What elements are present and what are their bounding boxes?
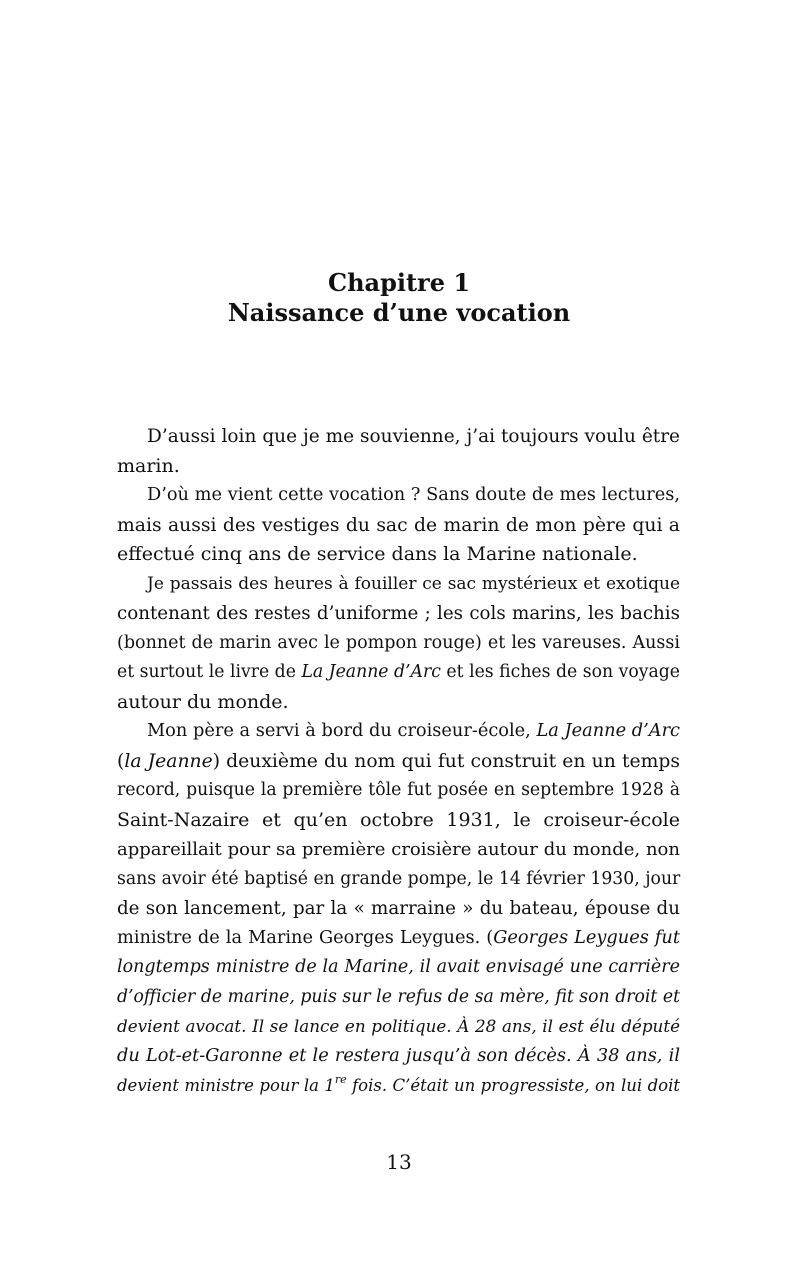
ship-name-italic: La Jeanne d’Arc — [301, 662, 441, 682]
text-run: Mon père a servi à bord du croiseur-école, — [147, 721, 537, 741]
paragraph-3-line-1: Je passais des heures à fouiller ce sac mystérieux et exotique — [147, 573, 680, 594]
paragraph-4-line-12: du Lot-et-Garonne et le restera jusqu’à son décès. À 38 ans, il — [117, 1045, 680, 1066]
paragraph-2-line-3: effectué cinq ans de service dans la Marine nationale. — [117, 543, 638, 565]
paragraph-4-line-5: appareillait pour sa première croisière autour du monde, non — [117, 839, 680, 860]
paragraph-4-line-6: sans avoir été baptisé en grande pompe, le 14 février 1930, jour — [117, 868, 681, 889]
text-run: ) deuxième du nom qui fut construit en un temps — [212, 750, 680, 772]
text-run: ministre de la Marine Georges Leygues. ( — [117, 927, 494, 948]
paragraph-3-line-5: autour du monde. — [117, 690, 289, 713]
paragraph-3-line-4 — [117, 658, 680, 688]
paragraph-4-line-3: record, puisque la première tôle fut posée en septembre 1928 à — [117, 780, 680, 800]
paragraph-4-line-7: de son lancement, par la « marraine » du bateau, épouse du — [117, 898, 680, 919]
chapter-number: Chapitre 1 — [327, 268, 471, 297]
paragraph-4-line-2 — [117, 747, 680, 777]
paragraph-1-line-2: marin. — [117, 454, 180, 477]
text-run: devient ministre pour la 1 — [117, 1076, 335, 1095]
text-run: et surtout le livre de — [117, 662, 302, 682]
chapter-title: Naissance d’une vocation — [227, 298, 571, 327]
paragraph-4-line-9: longtemps ministre de la Marine, il avait envisagé une carrière — [117, 957, 680, 977]
paragraph-4-line-13 — [117, 1071, 680, 1101]
paragraph-3-line-3: (bonnet de marin avec le pompon rouge) et les vareuses. Aussi — [117, 632, 680, 653]
paragraph-3-line-2: contenant des restes d’uniforme ; les cols marins, les bachis — [117, 603, 680, 624]
ship-name-italic: La Jeanne d’Arc — [536, 721, 681, 741]
page-number: 13 — [386, 1150, 412, 1174]
body-text — [117, 422, 680, 1101]
paragraph-4-line-10: d’officier de marine, puis sur le refus de sa mère, fit son droit et — [117, 986, 680, 1007]
ship-nickname-italic: la Jeanne — [124, 750, 213, 772]
paragraph-4-line-4: Saint-Nazaire et qu’en octobre 1931, le croiseur-école — [117, 808, 680, 831]
paragraph-4-line-11: devient avocat. Il se lance en politique. À 28 ans, il est élu député — [117, 1016, 680, 1036]
italic-aside: Georges Leygues fut — [493, 927, 680, 948]
ordinal-superscript: re — [334, 1073, 347, 1086]
text-run: ( — [117, 750, 125, 772]
text-run: et les fiches de son voyage — [440, 662, 681, 682]
chapter-heading — [0, 268, 798, 328]
paragraph-4-line-1 — [117, 717, 680, 747]
paragraph-2-line-1: D’où me vient cette vocation ? Sans doute de mes lectures, — [147, 485, 680, 505]
paragraph-2-line-2: mais aussi des vestiges du sac de marin de mon père qui a — [117, 514, 680, 536]
text-run: fois. C’était un progressiste, on lui doit — [346, 1076, 680, 1095]
paragraph-1-line-1: D’aussi loin que je me souvienne, j’ai toujours voulu être — [147, 426, 680, 447]
paragraph-4-line-8 — [117, 924, 680, 954]
